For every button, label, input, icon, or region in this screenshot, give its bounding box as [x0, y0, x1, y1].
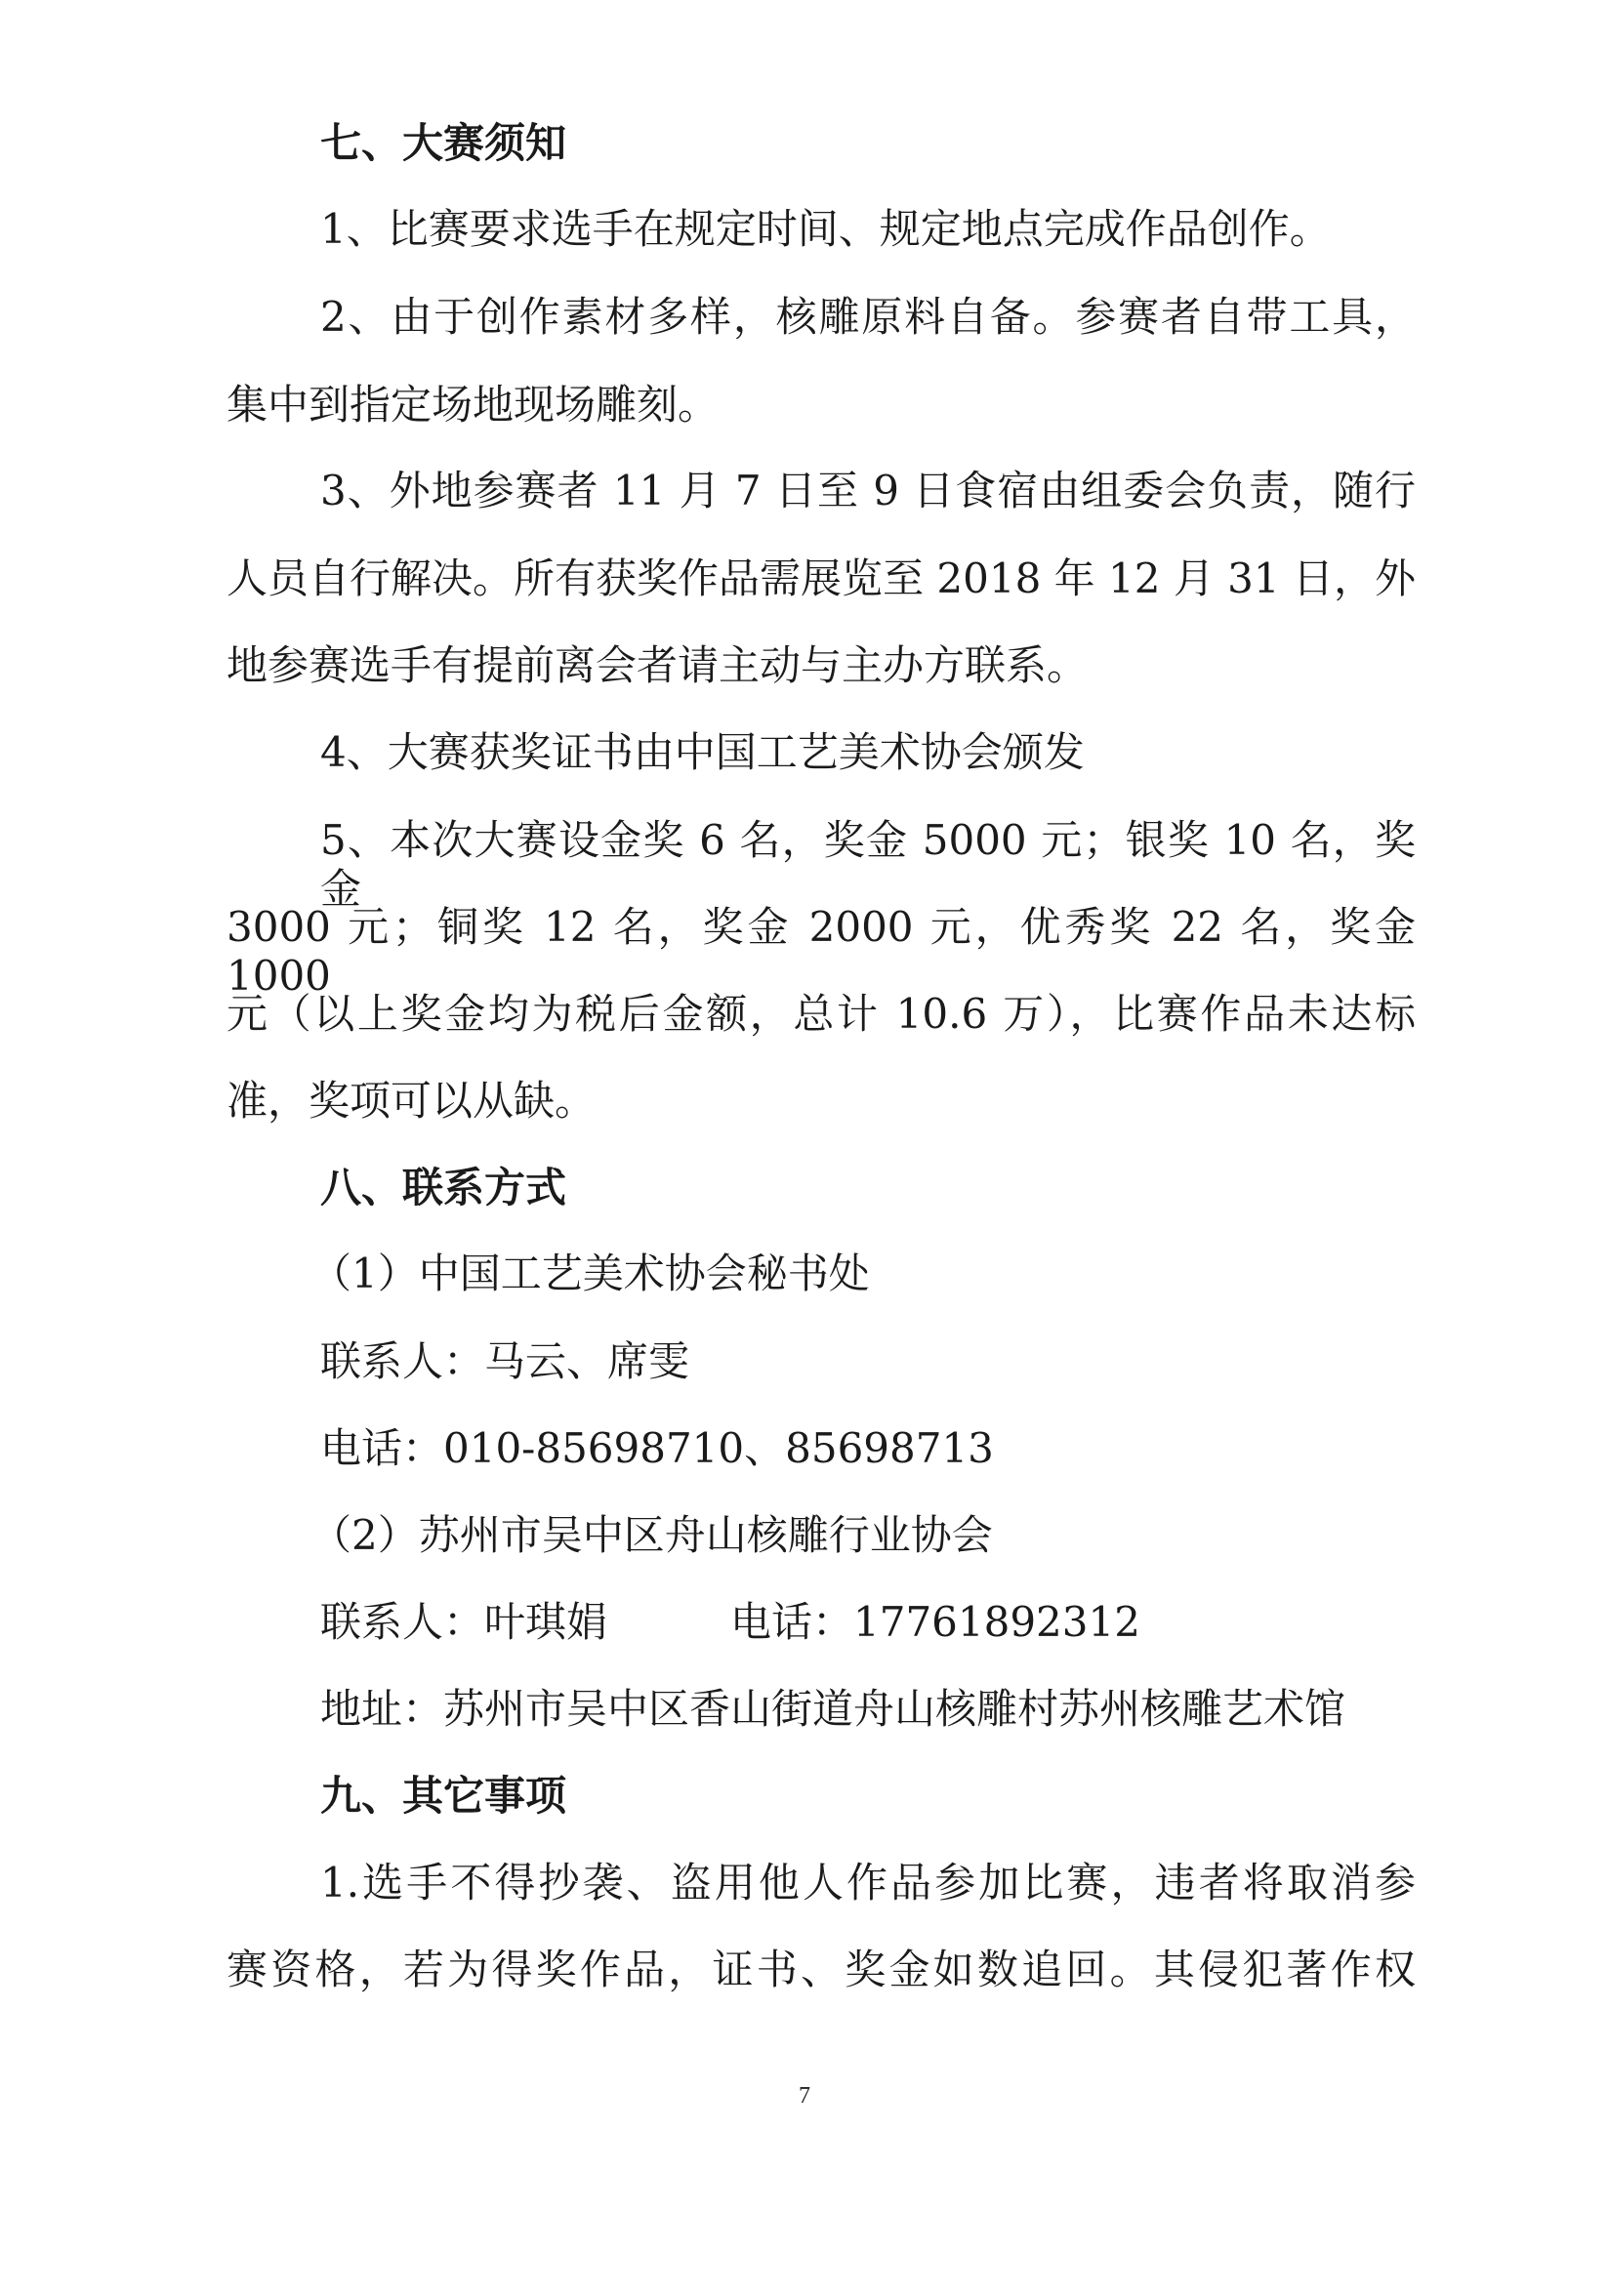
- section-7-item-3-line-2: 人员自行解决。所有获奖作品需展览至 2018 年 12 月 31 日，外: [227, 554, 1416, 602]
- org-2-contact: 联系人：叶琪娟: [320, 1598, 608, 1646]
- section-7-item-5-line-2: 3000 元；铜奖 12 名，奖金 2000 元，优秀奖 22 名，奖金 1000: [227, 903, 1416, 1000]
- section-9-item-1-line-1: 1.选手不得抄袭、盗用他人作品参加比赛，违者将取消参: [320, 1859, 1416, 1906]
- org-2-phone: 电话：17761892312: [730, 1598, 1140, 1646]
- section-8-heading: 八、联系方式: [320, 1164, 567, 1211]
- org-1-name: （1）中国工艺美术协会秘书处: [310, 1250, 870, 1297]
- section-9-item-1-line-2: 赛资格，若为得奖作品，证书、奖金如数追回。其侵犯著作权: [227, 1946, 1416, 1993]
- section-7-item-5-line-4: 准，奖项可以从缺。: [227, 1077, 597, 1125]
- org-1-contact: 联系人：马云、席雯: [320, 1337, 690, 1385]
- section-9-heading: 九、其它事项: [320, 1772, 567, 1820]
- org-2-name: （2）苏州市吴中区舟山核雕行业协会: [310, 1511, 993, 1559]
- page-number: 7: [799, 2083, 810, 2109]
- section-7-item-3-line-3: 地参赛选手有提前离会者请主动与主办方联系。: [227, 641, 1089, 689]
- section-7-item-1: 1、比赛要求选手在规定时间、规定地点完成作品创作。: [320, 205, 1331, 253]
- section-7-item-5-line-3: 元（以上奖金均为税后金额，总计 10.6 万），比赛作品未达标: [227, 990, 1416, 1038]
- org-1-phone: 电话：010-85698710、85698713: [320, 1424, 994, 1472]
- section-7-item-3-line-1: 3、外地参赛者 11 月 7 日至 9 日食宿由组委会负责，随行: [320, 467, 1416, 514]
- section-7-item-4: 4、大赛获奖证书由中国工艺美术协会颁发: [320, 728, 1085, 776]
- section-7-heading: 七、大赛须知: [320, 119, 567, 167]
- section-7-item-2-line-1: 2、由于创作素材多样，核雕原料自备。参赛者自带工具，: [320, 293, 1416, 341]
- section-7-item-2-line-2: 集中到指定场地现场雕刻。: [227, 381, 720, 429]
- org-2-address: 地址：苏州市吴中区香山街道舟山核雕村苏州核雕艺术馆: [320, 1685, 1346, 1733]
- section-7-item-5-line-1: 5、本次大赛设金奖 6 名，奖金 5000 元；银奖 10 名，奖金: [320, 816, 1416, 913]
